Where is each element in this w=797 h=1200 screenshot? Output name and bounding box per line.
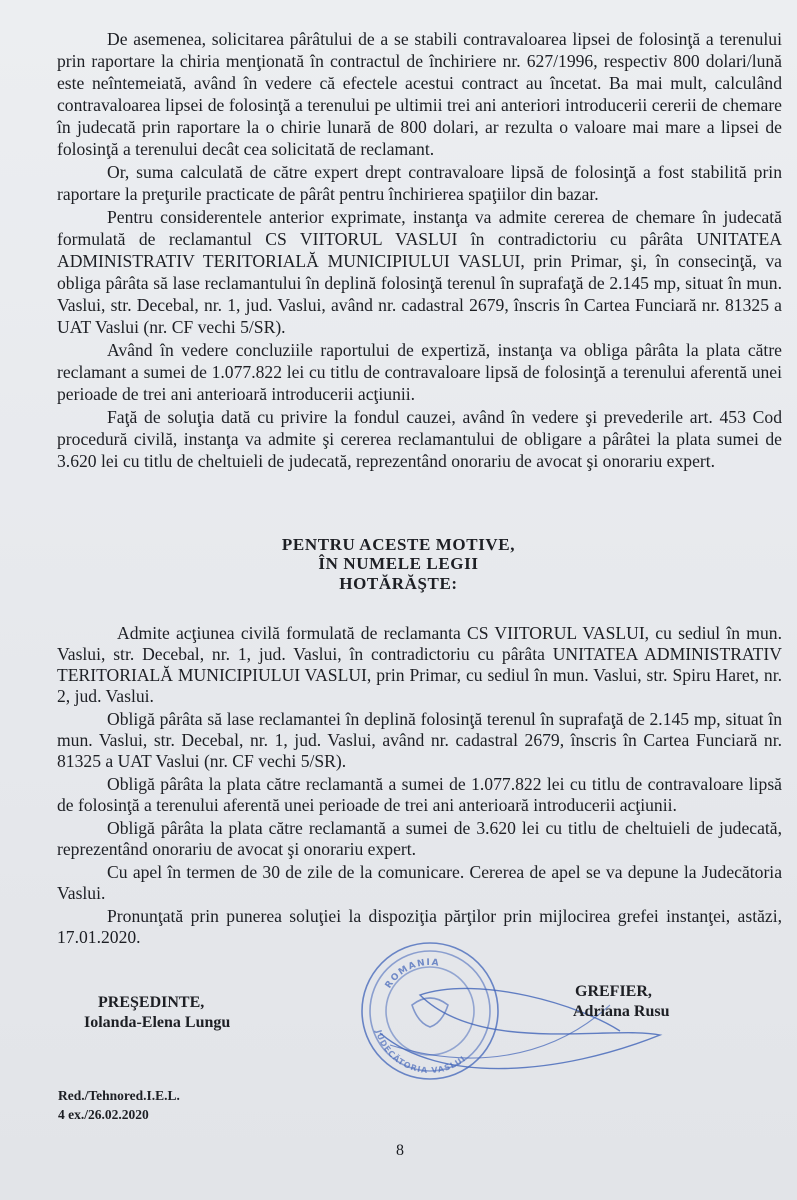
dispositive-land: Obligă pârâta să lase reclamantei în deplină folosinţă terenul în suprafaţă de 2.145 mp, situat în mun. Vaslui, str. Decebal, nr. 1, jud. Vaslui, având nr. cadastral 2679, înscris în Cartea Funciară nr. 81325 a UAT Vaslui (nr. CF vechi 5/SR). (57, 709, 782, 771)
svg-text:JUDECĂTORIA VASLUI (374, 1028, 468, 1075)
paragraph-rent-claim: De asemenea, solicitarea pârâtului de a se stabili contravaloarea lipsei de folosinţă a terenului prin raportare la chiria menţionată în contractul de închiriere nr. 627/1996, respectiv 800 dolari/lună este neîntemeiată, având în vedere că efectele acestui contract au încetat. Ba mai mult, calculând contravaloarea lipsei de folosinţă a terenului pe ultimii trei ani anteriori introducerii cererii de chemare în judecată prin raportare la o chirie lunară de 800 dolari, ar rezulta o valoare mai mare a lipsei de folosinţă a terenului decât cea solicitată de reclamant. (57, 29, 782, 159)
dispositive-payment: Obligă pârâta la plata către reclamantă a sumei de 1.077.822 lei cu titlu de contravaloare lipsă de folosinţă a terenului aferentă unei perioade de trei ani anterioară introducerii acţiunii. (57, 774, 782, 815)
president-signature (84, 993, 231, 1033)
paragraph-expertise: Având în vedere concluziile raportului de expertiză, instanţa va obliga pârâta la plata către reclamant a sumei de 1.077.822 lei cu titlu de contravaloare lipsă de folosinţă a terenului aferentă unei perioade de trei ani anterioară introducerii acţiunii. (57, 340, 782, 404)
paragraph-expert-sum: Or, suma calculată de către expert drept contravaloare lipsă de folosinţă a fost stabilită prin raportare la preţurile practicate de pârât pentru închirierea spaţiilor din bazar. (57, 162, 782, 204)
redaction-line-1: Red./Tehnored.I.E.L. (58, 1088, 180, 1103)
reasoning-section (57, 28, 782, 473)
redaction-line-2: 4 ex./26.02.2020 (58, 1107, 149, 1122)
heading-decides: HOTĂRĂŞTE: (339, 574, 458, 593)
dispositive-section (57, 623, 782, 950)
heading-law: ÎN NUMELE LEGII (318, 554, 479, 573)
redaction-note (58, 1086, 180, 1124)
stamp-text-top: ROMANIA (383, 957, 441, 991)
dispositive-costs: Obligă pârâta la plata către reclamantă a sumei de 3.620 lei cu titlu de cheltuieli de judecată, reprezentând onorariu de avocat şi onorariu expert. (57, 818, 782, 859)
dispositive-pronounced: Pronunţată prin punerea soluţiei la dispoziţia părţilor prin mijlocirea grefei instanţei, astăzi, 17.01.2020. (57, 906, 782, 947)
page-number: 8 (396, 1142, 404, 1159)
dispositive-appeal: Cu apel în termen de 30 de zile de la comunicare. Cererea de apel se va depune la Judecătoria Vaslui. (57, 862, 782, 903)
heading-reasons: PENTRU ACESTE MOTIVE, (281, 535, 516, 554)
paragraph-costs: Faţă de soluţia dată cu privire la fondul cauzei, având în vedere şi prevederile art. 453 Cod procedură civilă, instanţa va admite şi cererea reclamantului de obligare a pârâtei la plata sumei de 3.620 lei cu titlu de cheltuieli de judecată, reprezentând onorariu de avocat şi onorariu expert. (57, 407, 782, 471)
svg-text:ROMANIA (384, 958, 441, 991)
dispositive-admits: Admite acţiunea civilă formulată de reclamanta CS VIITORUL VASLUI, cu sediul în mun. Vaslui, str. Decebal, nr. 1, jud. Vaslui, în contradictoriu cu pârâta UNITATEA ADMINISTRATIV TERITORIALĂ MUNICIPIULUI VASLUI, prin Primar, cu sediul în mun. Vaslui, str. Spiru Haret, nr. 2, jud. Vaslui. (57, 623, 782, 706)
clerk-name: Adriana Rusu (573, 1003, 670, 1020)
president-title: PREŞEDINTE, (98, 994, 205, 1011)
stamp-text-bottom: JUDECĂTORIA VASLUI (373, 1028, 468, 1076)
paragraph-considerations: Pentru considerentele anterior exprimate, instanţa va admite cererea de chemare în judecată formulată de reclamantul CS VIITORUL VASLUI în contradictoriu cu pârâta UNITATEA ADMINISTRATIV TERITORIALĂ MUNICIPIULUI VASLUI, prin Primar, şi, în consecinţă, va obliga pârâta să lase reclamantului în deplină folosinţă terenul în suprafaţă de 2.145 mp, situat în mun. Vaslui, str. Decebal, nr. 1, jud. Vaslui, având nr. cadastral 2679, înscris în Cartea Funciară nr. 81325 a UAT Vaslui (nr. CF vechi 5/SR). (57, 207, 782, 337)
clerk-title: GREFIER, (575, 983, 652, 1000)
clerk-signature (575, 982, 669, 1022)
president-name: Iolanda-Elena Lungu (84, 1014, 231, 1031)
